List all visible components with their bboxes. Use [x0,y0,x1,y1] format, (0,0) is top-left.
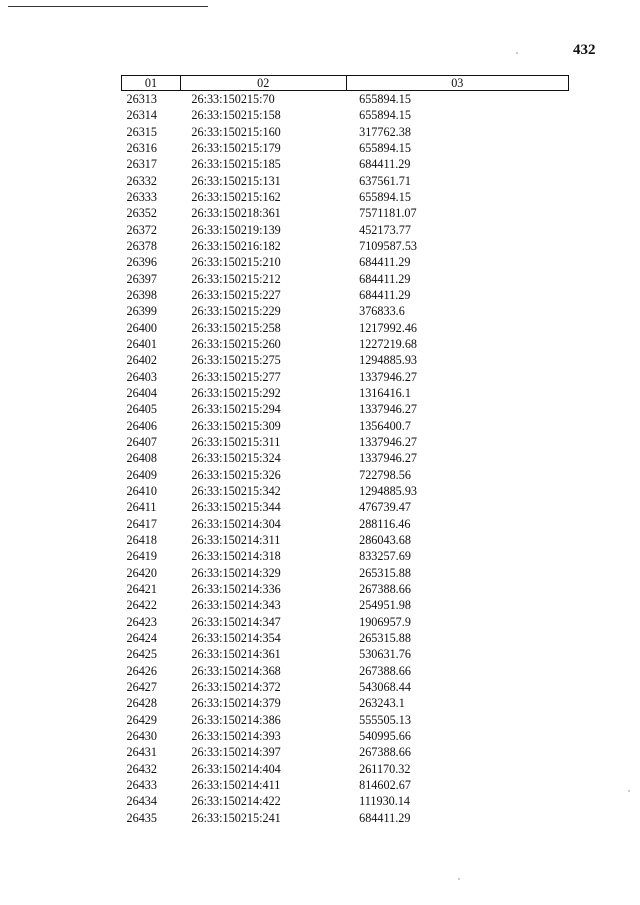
cell-cadastral-id: 26:33:150214:386 [191,712,281,727]
cell-cadastral-id: 26:33:150215:162 [191,190,281,205]
cell-cadastral-id: 26:33:150215:311 [191,435,281,450]
cell-cadastral-id: 26:33:150215:212 [191,271,281,286]
table-row [122,222,569,238]
cell-cadastral-id: 26:33:150215:185 [191,157,281,172]
cell-cadastral-id: 26:33:150215:158 [191,108,281,123]
table-row [122,369,569,385]
cell-cadastral-id: 26:33:150215:70 [191,92,275,107]
table-row [122,173,569,189]
cell-value: 452173.77 [359,222,411,237]
table-row [122,483,569,499]
cell-cadastral-id: 26:33:150215:342 [191,484,281,499]
table-row [122,352,569,368]
table-row [122,695,569,711]
cell-cadastral-id: 26:33:150214:329 [191,565,281,580]
table-row [122,744,569,760]
cell-number: 26422 [126,598,157,613]
cell-cadastral-id: 26:33:150215:309 [191,418,281,433]
table-row [122,254,569,270]
table-row [122,760,569,776]
table-row [122,614,569,630]
cell-number: 26317 [126,157,157,172]
table-row [122,711,569,727]
cell-value: 1906957.9 [359,614,411,629]
table-row [122,140,569,156]
table-row [122,124,569,140]
cell-value: 7109587.53 [359,239,417,254]
cell-value: 1227219.68 [359,337,417,352]
cell-cadastral-id: 26:33:150214:318 [191,549,281,564]
cell-cadastral-id: 26:33:150214:404 [191,761,281,776]
cell-cadastral-id: 26:33:150215:294 [191,402,281,417]
table-row [122,287,569,303]
cell-cadastral-id: 26:33:150215:210 [191,255,281,270]
table-row [122,336,569,352]
cell-value: 267388.66 [359,582,411,596]
cell-cadastral-id: 26:33:150214:304 [191,516,281,531]
cell-number: 26401 [126,337,157,352]
cell-cadastral-id: 26:33:150214:311 [191,533,281,548]
cell-value: 684411.29 [359,271,411,286]
scan-speck [458,878,460,880]
cell-value: 1337946.27 [359,451,417,466]
table-row [122,467,569,483]
cell-cadastral-id: 26:33:150215:260 [191,337,281,352]
cell-number: 26407 [126,435,157,450]
cell-number: 26427 [126,679,157,694]
cell-number: 26397 [126,271,157,286]
cell-value: 655894.15 [359,141,411,156]
cell-number: 26419 [126,549,157,564]
cell-value: 1337946.27 [359,369,417,384]
cell-value: 254951.98 [359,598,411,613]
cell-number: 26378 [126,239,157,254]
cell-cadastral-id: 26:33:150215:292 [191,386,281,401]
table-row [122,238,569,254]
cell-value: 1294885.93 [359,353,417,368]
cell-number: 26313 [126,92,157,107]
cell-number: 26409 [126,467,157,482]
scan-speck [628,790,630,792]
cell-number: 26398 [126,288,157,303]
cell-value: 1337946.27 [359,435,417,450]
cell-value: 555505.13 [359,712,411,727]
cell-value: 1356400.7 [359,418,411,433]
scan-speck [516,52,518,54]
cell-cadastral-id: 26:33:150215:324 [191,451,281,466]
cell-number: 26410 [126,484,157,499]
cell-cadastral-id: 26:33:150215:227 [191,288,281,303]
table-row [122,597,569,613]
cell-number: 26399 [126,304,157,319]
cell-number: 26406 [126,418,157,433]
cell-number: 26433 [126,777,157,792]
table-row [122,385,569,401]
cell-value: 684411.29 [359,255,411,270]
cell-cadastral-id: 26:33:150214:368 [191,663,281,678]
cell-value: 637561.71 [359,173,411,188]
cell-cadastral-id: 26:33:150215:229 [191,304,281,319]
cell-value: 111930.14 [359,794,411,809]
cell-cadastral-id: 26:33:150214:372 [191,679,281,694]
table-row [122,793,569,809]
cell-cadastral-id: 26:33:150215:326 [191,467,281,482]
table-row [122,434,569,450]
cell-number: 26432 [126,761,157,776]
cell-cadastral-id: 26:33:150219:139 [191,222,281,237]
cell-number: 26403 [126,369,157,384]
cell-cadastral-id: 26:33:150214:343 [191,598,281,613]
table-row [122,630,569,646]
cell-cadastral-id: 26:33:150215:344 [191,500,281,515]
cell-number: 26332 [126,173,157,188]
table-row [122,156,569,172]
cell-value: 655894.15 [359,92,411,107]
cell-cadastral-id: 26:33:150215:241 [191,810,281,825]
cell-number: 26408 [126,451,157,466]
cell-cadastral-id: 26:33:150214:397 [191,745,281,760]
cell-number: 26404 [126,386,157,401]
cell-cadastral-id: 26:33:150214:361 [191,647,281,662]
cell-number: 26352 [126,206,157,221]
cell-number: 26435 [126,810,157,825]
cell-number: 26316 [126,141,157,156]
cell-value: 530631.76 [359,647,411,662]
table-row [122,646,569,662]
cell-value: 1316416.1 [359,386,411,401]
cell-value: 1294885.93 [359,484,417,499]
table-row [122,91,569,108]
cell-number: 26425 [126,647,157,662]
cell-number: 26411 [126,500,157,515]
cell-number: 26423 [126,614,157,629]
table-row [122,499,569,515]
cell-cadastral-id: 26:33:150214:354 [191,630,281,645]
cell-number: 26418 [126,533,157,548]
cell-cadastral-id: 26:33:150215:277 [191,369,281,384]
table-row [122,679,569,695]
cell-cadastral-id: 26:33:150215:131 [191,173,281,188]
table-row [122,418,569,434]
column-header-01: 01 [122,76,181,91]
cell-cadastral-id: 26:33:150216:182 [191,239,281,254]
table-row [122,809,569,825]
table-row [122,581,569,597]
table-row [122,205,569,221]
cell-value: 684411.29 [359,810,411,825]
cell-cadastral-id: 26:33:150214:411 [191,777,281,792]
cell-value: 684411.29 [359,157,411,172]
cell-value: 376833.6 [359,304,405,319]
cell-number: 26315 [126,124,157,139]
cell-value: 655894.15 [359,108,411,123]
cell-value: 286043.68 [359,533,411,548]
cell-value: 1337946.27 [359,402,417,417]
table-row [122,777,569,793]
cell-cadastral-id: 26:33:150214:379 [191,696,281,711]
cell-number: 26396 [126,255,157,270]
cell-value: 476739.47 [359,500,411,515]
cell-number: 26421 [126,582,157,596]
cell-cadastral-id: 26:33:150215:258 [191,320,281,335]
cell-value: 265315.88 [359,565,411,580]
table-row [122,107,569,123]
cell-number: 26314 [126,108,157,123]
cell-value: 263243.1 [359,696,405,711]
data-table [121,75,569,826]
cell-number: 26420 [126,565,157,580]
cell-value: 317762.38 [359,124,411,139]
cell-number: 26426 [126,663,157,678]
table-row [122,728,569,744]
cell-number: 26402 [126,353,157,368]
page-number: 432 [573,42,596,58]
cell-number: 26405 [126,402,157,417]
cell-value: 833257.69 [359,549,411,564]
table-row [122,320,569,336]
cell-value: 267388.66 [359,663,411,678]
cell-value: 267388.66 [359,745,411,760]
cell-number: 26333 [126,190,157,205]
table-row [122,532,569,548]
cell-cadastral-id: 26:33:150215:275 [191,353,281,368]
cell-value: 655894.15 [359,190,411,205]
table-row [122,189,569,205]
cell-value: 543068.44 [359,679,411,694]
table-row [122,271,569,287]
cell-number: 26434 [126,794,157,809]
cell-cadastral-id: 26:33:150214:336 [191,582,281,596]
cell-cadastral-id: 26:33:150214:347 [191,614,281,629]
table-row [122,516,569,532]
top-rule [8,6,208,7]
table-row [122,450,569,466]
table-row [122,662,569,678]
table-row [122,548,569,564]
cell-value: 540995.66 [359,728,411,743]
table-row [122,303,569,319]
cell-cadastral-id: 26:33:150214:422 [191,794,281,809]
cell-number: 26372 [126,222,157,237]
column-header-02: 02 [180,76,346,91]
cell-cadastral-id: 26:33:150215:179 [191,141,281,156]
table-row [122,401,569,417]
cell-value: 722798.56 [359,467,411,482]
table-header-row [122,76,569,91]
cell-number: 26424 [126,630,157,645]
table-row [122,565,569,581]
column-header-03: 03 [346,76,568,91]
cell-value: 1217992.46 [359,320,417,335]
cell-value: 7571181.07 [359,206,417,221]
cell-number: 26428 [126,696,157,711]
cell-number: 26430 [126,728,157,743]
cell-value: 684411.29 [359,288,411,303]
cell-cadastral-id: 26:33:150215:160 [191,124,281,139]
table-body [122,91,569,826]
cell-number: 26400 [126,320,157,335]
cell-value: 814602.67 [359,777,411,792]
cell-value: 288116.46 [359,516,411,531]
cell-value: 265315.88 [359,630,411,645]
cell-cadastral-id: 26:33:150218:361 [191,206,281,221]
cell-value: 261170.32 [359,761,411,776]
cell-number: 26417 [126,516,157,531]
cell-cadastral-id: 26:33:150214:393 [191,728,281,743]
cell-number: 26431 [126,745,157,760]
cell-number: 26429 [126,712,157,727]
